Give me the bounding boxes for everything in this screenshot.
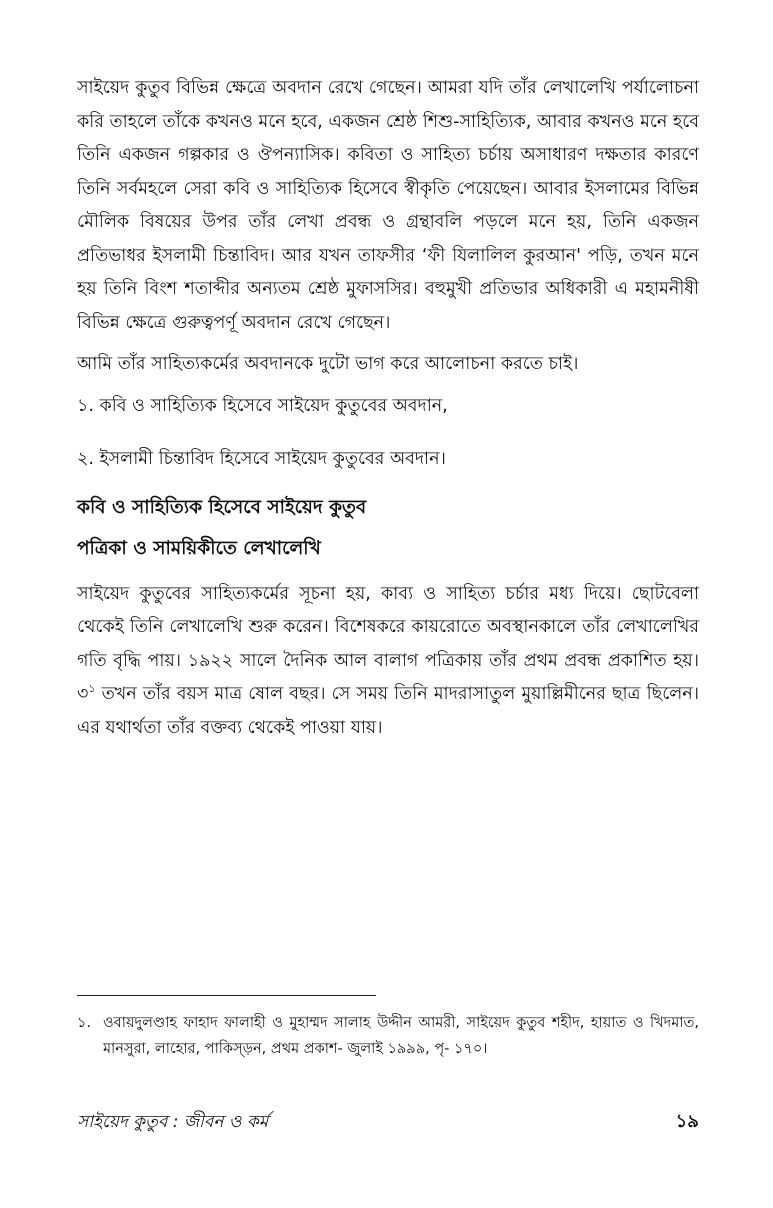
paragraph-division: আমি তাঁর সাহিত্যকর্মের অবদানকে দুটো ভাগ করে আলোচনা করতে চাই। — [77, 354, 579, 374]
running-title: সাইয়েদ কুতুব : জীবন ও কর্ম — [77, 1112, 269, 1132]
footnote — [77, 1010, 699, 1062]
section-heading: কবি ও সাহিত্যিক হিসেবে সাইয়েদ কুতুব — [77, 496, 367, 518]
footnote-text: ওবায়দুলণ্ডাহ ফাহাদ ফালাহী ও মুহাম্মদ সালাহ উদ্দীন আমরী, সাইয়েদ কুতুব শহীদ, হায়াত ও খিদমাত, মানসুরা, লাহোর, পাকিস্ড়ন, প্রথম প্রকাশ- জুলাই ১৯৯৯, পৃ- ১৭০। — [103, 1015, 699, 1057]
footnote-number: ১. — [77, 1015, 92, 1031]
paragraph-writing-start — [77, 578, 699, 746]
paragraph-text-part-2: তখন তাঁর বয়স মাত্র ষোল বছর। সে সময় তিনি মাদরাসাতুল মুয়াল্লিমীনের ছাত্র ছিলেন। এর যথার্থতা তাঁর বক্তব্য থেকেই পাওয়া যায়। — [77, 684, 699, 738]
list-item-thinker: ২. ইসলামী চিন্তাবিদ হিসেবে সাইয়েদ কুতুবের অবদান। — [77, 449, 446, 469]
page-number: ১৯ — [675, 1111, 699, 1132]
subsection-heading: পত্রিকা ও সাময়িকীতে লেখালেখি — [77, 538, 321, 559]
paragraph-intro: সাইয়েদ কুতুব বিভিন্ন ক্ষেত্রে অবদান রেখে গেছেন। আমরা যদি তাঁর লেখালেখি পর্যালোচনা করি তাহলে তাঁকে কখনও মনে হবে, একজন শ্রেষ্ঠ শিশু-সাহিত্যিক, আবার কখনও মনে হবে তিনি একজন গল্পকার ও ঔপন্যাসিক। কবিতা ও সাহিত্য চর্চায় অসাধারণ দক্ষতার কারণে তিনি সর্বমহলে সেরা কবি ও সাহিত্যিক হিসেবে স্বীকৃতি পেয়েছেন। আবার ইসলামের বিভিন্ন মৌলিক বিষয়ের উপর তাঁর লেখা প্রবন্ধ ও গ্রন্থাবলি পড়লে মনে হয়, তিনি একজন প্রতিভাধর ইসলামী চিন্তাবিদ। আর যখন তাফসীর ‘ফী যিলালিল কুরআন' পড়ি, তখন মনে হয় তিনি বিংশ শতাব্দীর অন্যতম শ্রেষ্ঠ মুফাসসির। বহুমুখী প্রতিভার অধিকারী এ মহামনীষী বিভিন্ন ক্ষেত্রে গুরুত্বপর্ণূ অবদান রেখে গেছেন। — [77, 78, 699, 333]
paragraph-text-part-1: সাইয়েদ কুতুবের সাহিত্যকর্মের সূচনা হয়, কাব্য ও সাহিত্য চর্চার মধ্য দিয়ে। ছোটবেলা থেকেই তিনি লেখালেখি শুরু করেন। বিশেষকরে কায়রোতে অবস্থানকালে তাঁর লেখালেখির গতি বৃদ্ধি পায়। ১৯২২ সালে দৈনিক আল বালাগ পত্রিকায় তাঁর প্রথম প্রবন্ধ প্রকাশিত হয়।৩ — [77, 583, 699, 704]
footnote-reference[interactable]: ১ — [88, 682, 96, 696]
page-footer — [77, 1107, 699, 1138]
footnote-divider — [77, 995, 376, 996]
list-item-poet: ১. কবি ও সাহিত্যিক হিসেবে সাইয়েদ কুতুবের অবদান, — [77, 395, 448, 416]
page-body — [77, 72, 699, 745]
